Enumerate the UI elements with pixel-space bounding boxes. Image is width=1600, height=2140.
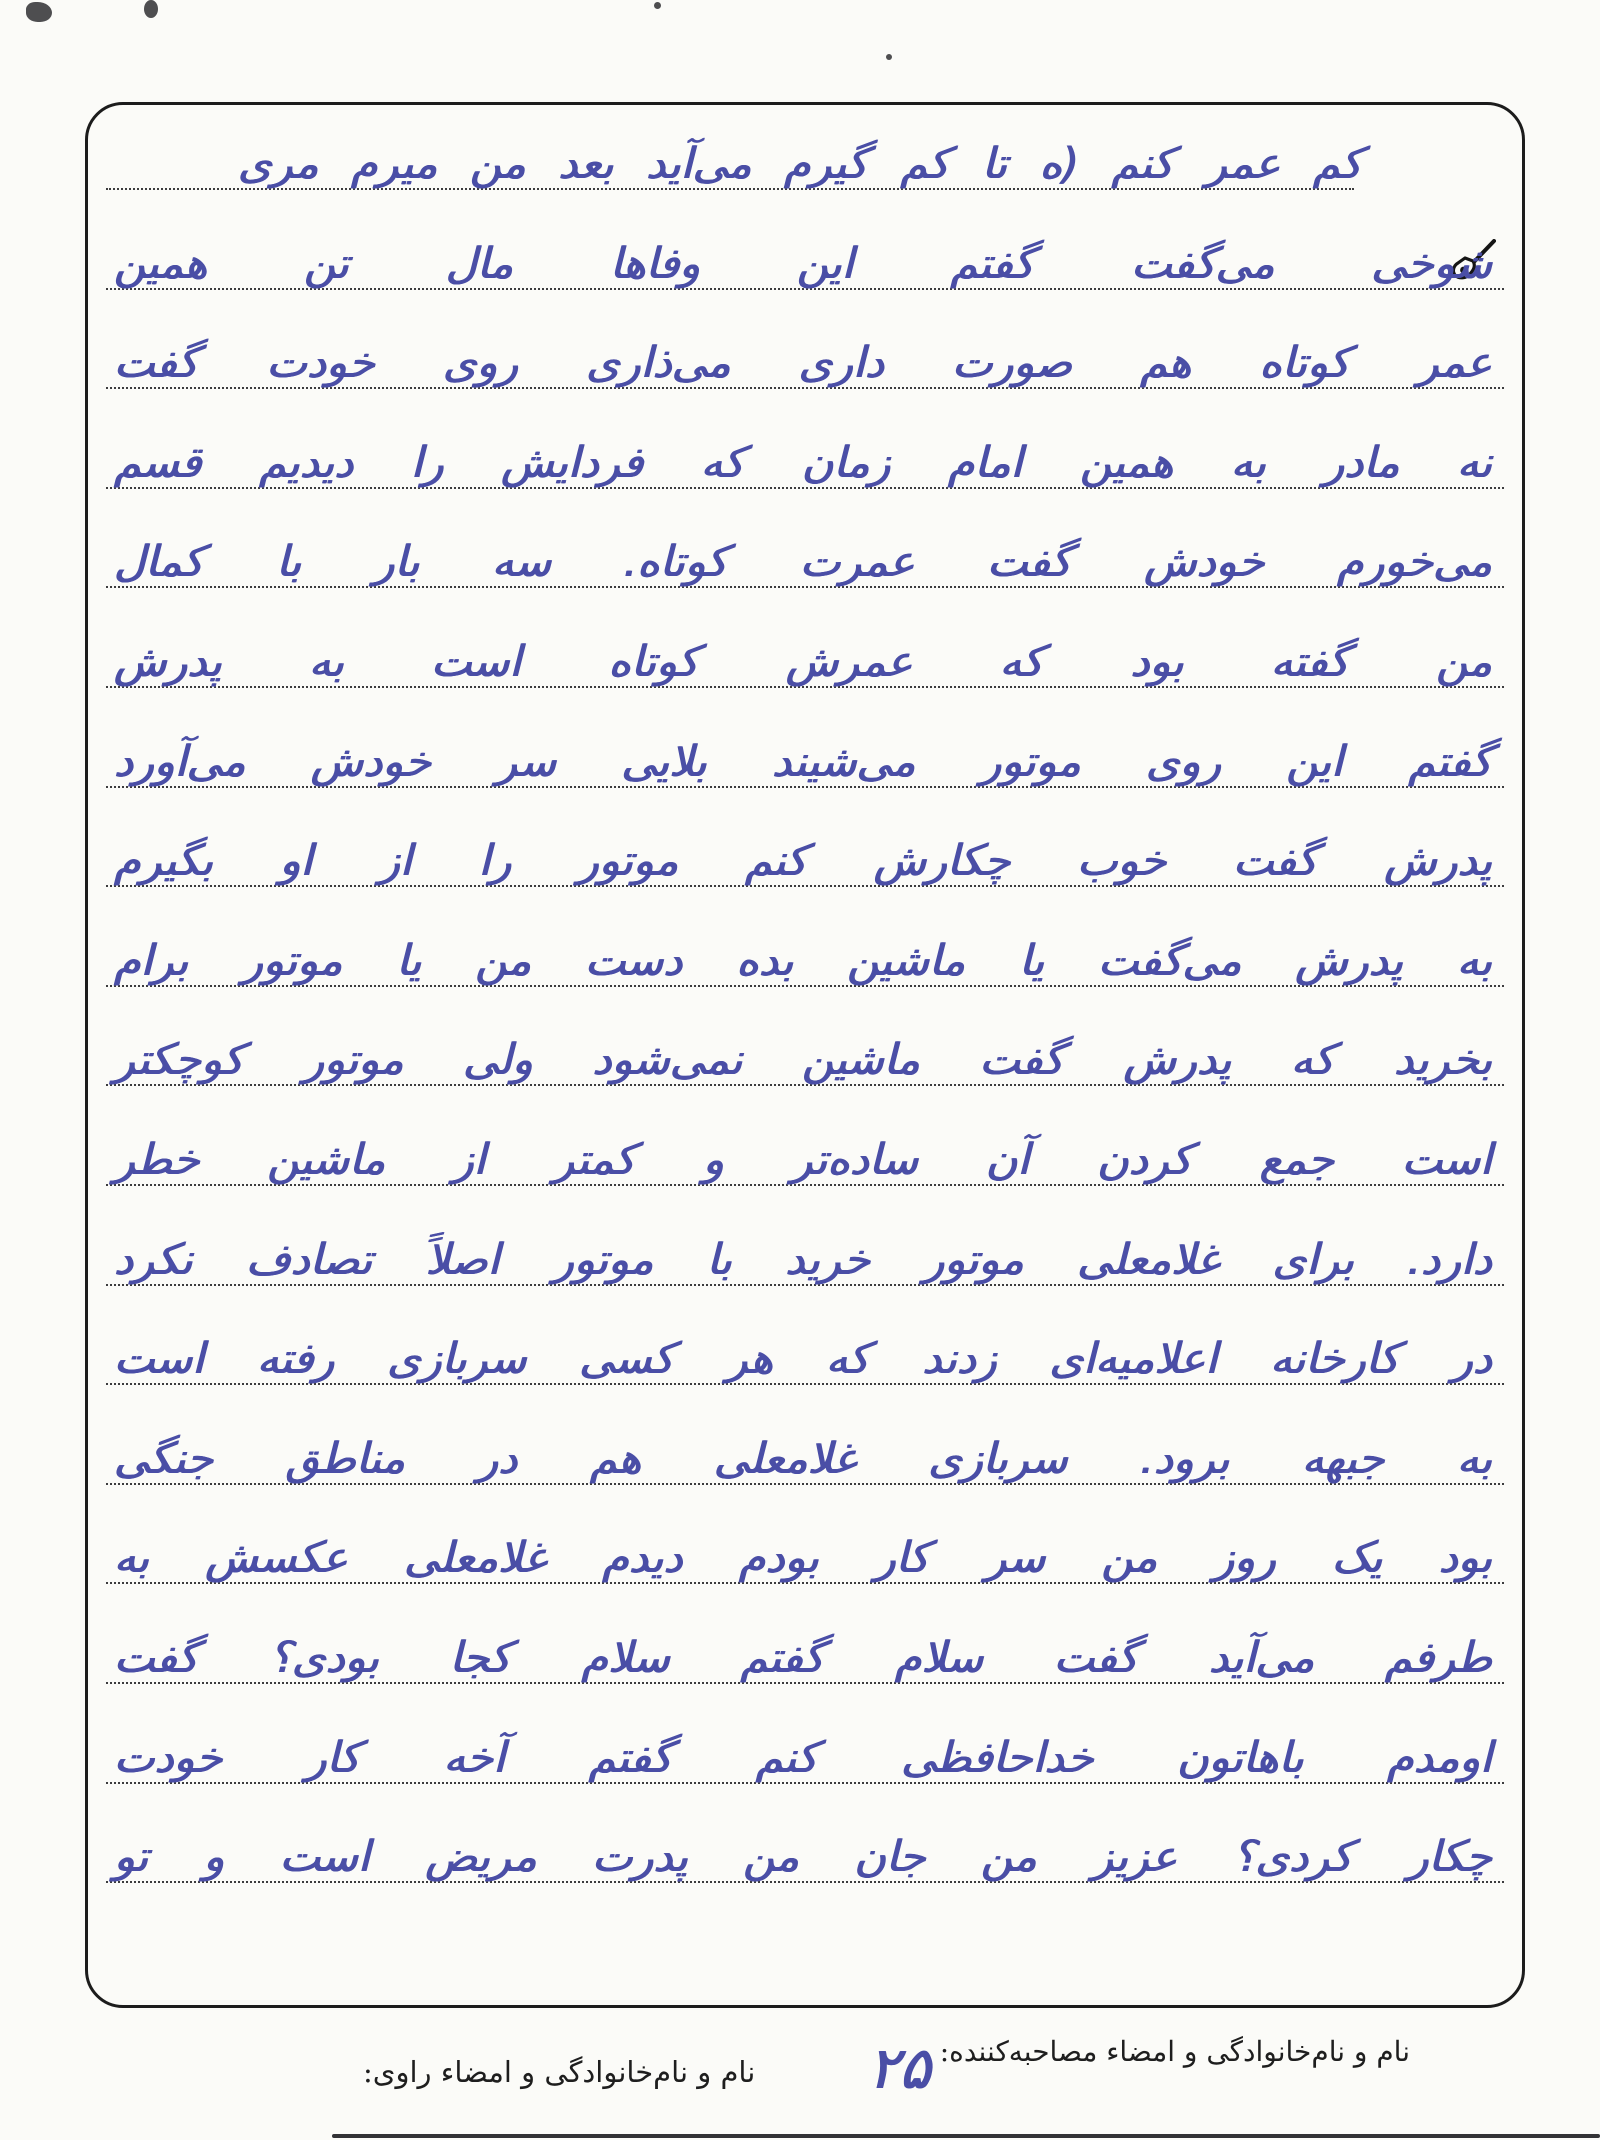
handwritten-line: بود یک روز من سر کار بودم دیدم غلامعلی عکسش به <box>114 1533 1492 1583</box>
handwritten-line: پدرش گفت خوب چکارش کنم موتور را از او بگیرم <box>114 836 1492 886</box>
handwritten-line: به پدرش می‌گفت یا ماشین بده دست من یا موتور برام <box>114 936 1492 986</box>
handwritten-line: دارد. برای غلامعلی موتور خرید با موتور اصلاً تصادف نکرد <box>114 1235 1492 1285</box>
handwritten-line: چکار کردی؟ عزیز من جان من پدرت مریض است و تو <box>114 1832 1492 1882</box>
handwritten-line: بخرید که پدرش گفت ماشین نمی‌شود ولی موتور کوچکتر <box>114 1035 1492 1085</box>
handwritten-line: نه مادر به همین امام زمان که فردایش را دیدیم قسم <box>114 438 1492 488</box>
narrator-signature-label: نام و نام‌خانوادگی و امضاء راوی: <box>363 2055 756 2089</box>
handwritten-line: در کارخانه اعلامیه‌ای زدند که هر کسی سربازی رفته است <box>114 1334 1492 1384</box>
handwritten-line: طرفم می‌آید گفت سلام گفتم سلام کجا بودی؟ گفت <box>114 1633 1492 1683</box>
interviewer-signature-label: نام و نام‌خانوادگی و امضاء مصاحبه‌کننده: <box>939 2035 1410 2068</box>
handwritten-line: اومدم باهاتون خداحافظی کنم گفتم آخه کار خودت <box>114 1733 1492 1783</box>
handwritten-line: می‌خورم خودش گفت عمرت کوتاه. سه بار با کمال <box>114 537 1492 587</box>
handwritten-line: کم عمر کنم (ه تا کم گیرم می‌آید بعد من میرم مری <box>238 139 1362 189</box>
ink-speck <box>654 2 661 9</box>
handwritten-line: گفتم این روی موتور می‌شیند بلایی سر خودش می‌آورد <box>114 737 1492 787</box>
ink-speck <box>144 0 158 18</box>
handwritten-line: شوخی می‌گفت گفتم این وفاها مال تن همین <box>114 239 1492 289</box>
page-number: ۲۵ <box>868 2034 931 2102</box>
ink-speck <box>26 2 52 22</box>
handwritten-line: به جبهه برود. سربازی غلامعلی هم در مناطق جنگی <box>114 1434 1492 1484</box>
ink-speck <box>886 54 892 60</box>
scan-edge-line <box>332 2134 1600 2138</box>
handwritten-line: عمر کوتاه هم صورت داری می‌ذاری روی خودت گفت <box>114 338 1492 388</box>
handwritten-line: است جمع کردن آن ساده‌تر و کمتر از ماشین خطر <box>114 1135 1492 1185</box>
handwritten-line: من گفته بود که عمرش کوتاه است به پدرش <box>114 637 1492 687</box>
